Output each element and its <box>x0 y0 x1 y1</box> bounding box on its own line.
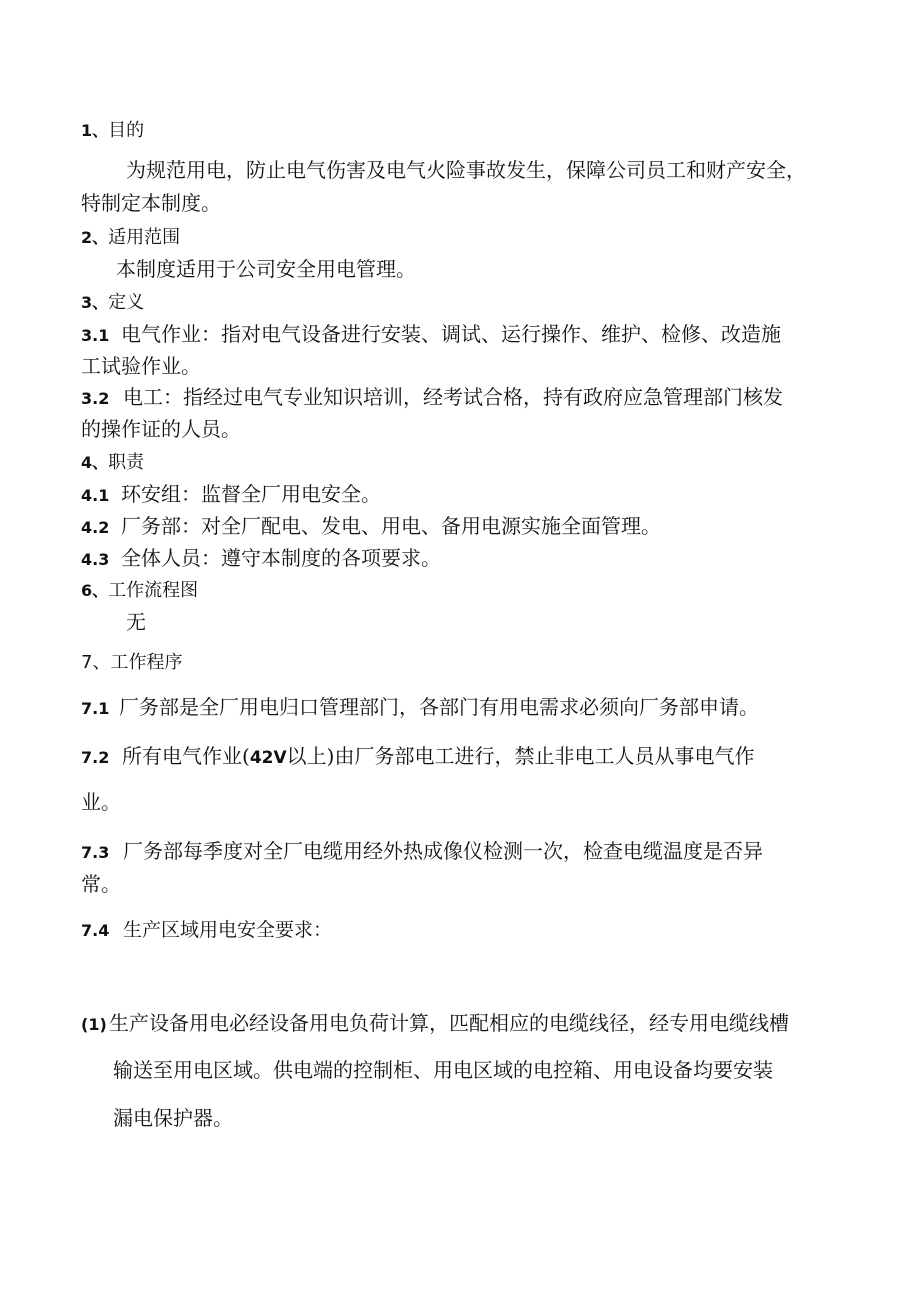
section-number: 7、 <box>81 652 111 673</box>
item-3-1-line-1 <box>81 321 781 349</box>
item-7-2-line-2: 业。 <box>81 790 121 814</box>
item-number: 4.2 <box>81 518 110 537</box>
item-text-b: 以上)由厂务部电工进行，禁止非电工人员从事电气作 <box>286 744 755 768</box>
item-title: 生产区域用电安全要求： <box>123 919 333 941</box>
item-number: 7.2 <box>81 748 110 767</box>
item-number: 4.1 <box>81 486 110 505</box>
item-1-line-1 <box>81 1010 789 1038</box>
item-text: 厂务部是全厂用电归口管理部门，各部门有用电需求必须向厂务部申请。 <box>119 695 759 719</box>
item-number: 7.4 <box>81 921 110 940</box>
item-4-3 <box>81 545 441 573</box>
section-3-heading <box>81 290 144 316</box>
item-text: 全体人员：遵守本制度的各项要求。 <box>121 546 441 570</box>
item-text: 电气作业：指对电气设备进行安装、调试、运行操作、维护、检修、改造施 <box>121 322 781 346</box>
item-number: 7.1 <box>81 699 110 718</box>
section-number: 6、 <box>81 581 109 600</box>
item-number: (1) <box>81 1015 107 1034</box>
item-7-1 <box>81 694 759 722</box>
section-1-heading <box>81 118 144 144</box>
item-3-2-line-1 <box>81 384 783 412</box>
section-number: 1、 <box>81 121 109 140</box>
section-title: 目的 <box>108 120 145 141</box>
item-text: 环安组：监督全厂用电安全。 <box>121 482 381 506</box>
item-text-a: 所有电气作业( <box>122 744 250 768</box>
item-7-4 <box>81 916 332 944</box>
section-number: 4、 <box>81 453 109 472</box>
item-number: 3.2 <box>81 389 110 408</box>
item-1-line-2: 输送至用电区域。供电端的控制柜、用电区域的电控箱、用电设备均要安装 <box>113 1058 773 1082</box>
item-number: 3.1 <box>81 326 110 345</box>
section-title: 工作流程图 <box>108 580 199 601</box>
item-4-1 <box>81 481 381 509</box>
item-text: 厂务部每季度对全厂电缆用经外热成像仪检测一次，检查电缆温度是否异 <box>123 839 763 863</box>
item-text: 电工：指经过电气专业知识培训，经考试合格，持有政府应急管理部门核发 <box>123 385 783 409</box>
item-7-2-line-1 <box>81 743 754 771</box>
section-number: 3、 <box>81 293 109 312</box>
item-1-line-3: 漏电保护器。 <box>113 1106 233 1130</box>
item-number: 4.3 <box>81 550 110 569</box>
section-title: 职责 <box>108 452 145 473</box>
voltage-value: 42V <box>249 748 287 768</box>
section-2-heading <box>81 225 180 251</box>
item-text: 厂务部：对全厂配电、发电、用电、备用电源实施全面管理。 <box>121 514 661 538</box>
section-number: 2、 <box>81 228 109 247</box>
item-text: 生产设备用电必经设备用电负荷计算，匹配相应的电缆线径，经专用电缆线槽 <box>109 1011 789 1035</box>
section-title: 适用范围 <box>108 227 181 248</box>
item-number: 7.3 <box>81 843 110 862</box>
item-4-2 <box>81 513 661 541</box>
section-4-heading <box>81 450 144 476</box>
item-7-3-line-1 <box>81 838 763 866</box>
section-7-heading <box>81 650 182 676</box>
item-3-1-line-2: 工试验作业。 <box>81 354 201 378</box>
section-1-body-line-2: 特制定本制度。 <box>81 191 221 215</box>
section-6-heading <box>81 578 198 604</box>
section-6-body: 无 <box>126 610 146 634</box>
section-1-body-line-1: 为规范用电，防止电气伤害及电气火险事故发生，保障公司员工和财产安全， <box>126 158 806 182</box>
section-title: 定义 <box>108 292 145 313</box>
item-7-3-line-2: 常。 <box>81 872 121 896</box>
item-3-2-line-2: 的操作证的人员。 <box>81 417 241 441</box>
section-title: 工作程序 <box>110 652 183 673</box>
section-2-body: 本制度适用于公司安全用电管理。 <box>116 257 416 281</box>
